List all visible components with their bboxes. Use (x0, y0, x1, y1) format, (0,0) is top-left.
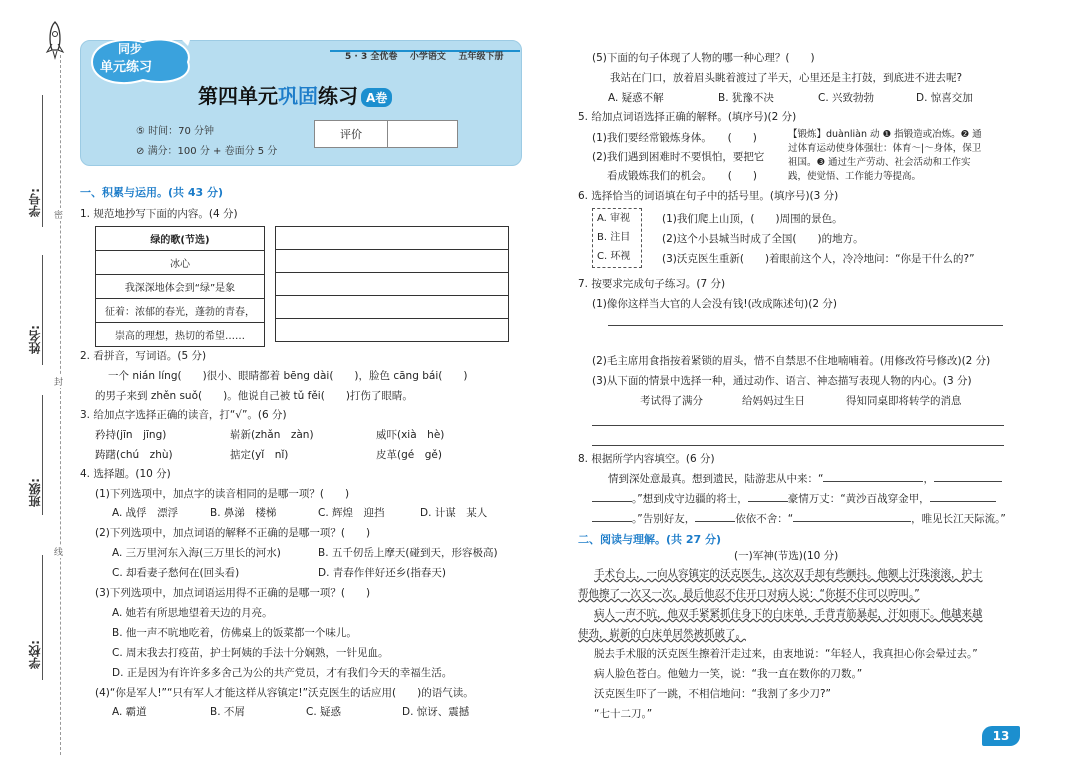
class-label: 班级: (28, 478, 42, 507)
option[interactable]: D. 惊讶、震撼 (402, 706, 470, 718)
reading-paragraph: 病人脸色苍白。他勉力一笑，说：“我一直在数你的刀数。” (594, 668, 863, 680)
sub-question: (2)我们遇到困难时不要惧怕，要把它 (592, 151, 765, 163)
pronunciation-item[interactable]: 崭新(zhǎn zàn) (230, 429, 314, 441)
evaluation-box (314, 120, 458, 148)
fill-sentence: (2)这个小县城当时成了全国( )的地方。 (662, 233, 864, 245)
option[interactable]: C. 辉煌 迎挡 (318, 507, 385, 519)
reading-paragraph: 帮他擦了一次又一次。最后他忍不住开口对病人说：“你挺不住可以哼叫。” (578, 588, 920, 600)
badge-line2: 单元练习 (100, 60, 153, 75)
pronunciation-item[interactable]: 皮革(gé gě) (376, 449, 442, 461)
fill-line: 。”想到戍守边疆的将士， 豪情万丈：“黄沙百战穿金甲， (592, 491, 996, 506)
pronunciation-item[interactable]: 矜持(jīn jīng) (95, 429, 167, 441)
cut-mark: 密 (54, 208, 63, 221)
reading-paragraph: 脱去手术服的沃克医生擦着汗走过来，由衷地说：“年轻人，我真担心你会晕过去。” (594, 648, 978, 660)
option[interactable]: D. 青春作伴好还乡(指春天) (318, 567, 446, 579)
subject-name: 小学语文 (409, 52, 446, 62)
student-id-label: 学号: (28, 188, 42, 217)
school-label: 学校: (28, 640, 42, 669)
word-bank (592, 208, 642, 268)
option[interactable]: A. 霸道 (112, 706, 147, 718)
name-field[interactable] (42, 255, 43, 365)
option[interactable]: D. 正是因为有许许多多舍己为公的共产党员，才有我们今天的幸福生活。 (112, 667, 453, 679)
option[interactable]: B. 不屑 (210, 706, 245, 718)
reading-paragraph: “七十二刀。” (594, 708, 653, 720)
full-score: ⊘ 满分：100 分 + 卷面分 5 分 (136, 146, 278, 157)
sub-question: (1)我们要经常锻炼身体。 ( ) (592, 132, 757, 144)
sub-question: (1)像你这样当大官的人会没有钱!(改成陈述句)(2 分) (592, 298, 837, 310)
evaluation-label: 评价 (315, 121, 388, 147)
page-title: 第四单元巩固练习 A卷 (198, 80, 392, 109)
option[interactable]: B. 他一声不吭地吃着，仿佛桌上的饭菜都一个味儿。 (112, 627, 357, 639)
section-heading: 二、阅读与理解。(共 27 分) (578, 533, 722, 546)
option[interactable]: A. 三万里河东入海(三万里长的河水) (112, 547, 281, 559)
reading-paragraph: 病人一声不吭，他双手紧紧抓住身下的白床单，手背青筋暴起，汗如雨下。他越来越 (594, 608, 983, 620)
option[interactable]: C. 兴致勃勃 (818, 92, 875, 104)
example-sentence: 我站在门口，放着眉头眺着渡过了半天，心里还是主打鼓，到底进不进去呢? (610, 72, 963, 84)
question-7-stem: 7. 按要求完成句子练习。(7 分) (578, 278, 726, 290)
student-id-field[interactable] (42, 95, 43, 227)
option[interactable]: B. 五千仞岳上摩天(碰到天，形容极高) (318, 547, 498, 559)
fill-sentence: (1)我们爬上山顶，( )周围的景色。 (662, 213, 843, 225)
question-1-stem: 1. 规范地抄写下面的内容。(4 分) (80, 208, 238, 220)
answer-line[interactable] (608, 325, 1003, 326)
option[interactable]: A. 疑惑不解 (608, 92, 664, 104)
poem-author: 冰心 (96, 251, 265, 275)
clock-icon: ⑤ (136, 126, 149, 137)
word-option: B. 注目 (597, 232, 631, 243)
pinyin-line: 的男子来到 zhěn suǒ( )。他说自己被 tǔ fěi( )打伤了眼睛。 (95, 390, 413, 402)
evaluation-field[interactable] (388, 121, 457, 147)
sub-question: 看成锻炼我们的机会。 ( ) (607, 170, 757, 182)
pronunciation-item[interactable]: 威吓(xià hè) (376, 429, 445, 441)
answer-line[interactable] (592, 425, 1004, 426)
fill-sentence: (3)沃克医生重新( )着眼前这个人，冷冷地问：“你是干什么的?” (662, 253, 975, 265)
option[interactable]: D. 惊喜交加 (916, 92, 973, 104)
option[interactable]: C. 周末我去打疫苗，护士阿姨的手法十分娴熟，一针见血。 (112, 647, 389, 659)
option[interactable]: B. 犹豫不决 (718, 92, 774, 104)
reading-paragraph: 沃克医生吓了一跳，不相信地问：“我割了多少刀?” (594, 688, 831, 700)
grade-name: 五年级下册 (458, 52, 504, 62)
sub-question: (1)下列选项中，加点字的读音相同的是哪一项？( ) (95, 488, 350, 500)
option[interactable]: A. 她若有所思地望着天边的月亮。 (112, 607, 273, 619)
sub-question: (4)“你是军人!”“只有军人才能这样从容镇定!”沃克医生的话应用( )的语气读。 (95, 687, 474, 699)
poem-title: 绿的歌(节选) (96, 227, 265, 251)
sub-question: (2)毛主席用食指按着紧锁的眉头，惜不自禁思不住地喃喃着。(用修改符号修改)(2 分) (592, 355, 991, 367)
reading-title: (一)军神(节选)(10 分) (734, 550, 839, 562)
option[interactable]: C. 疑惑 (306, 706, 342, 718)
question-6-stem: 6. 选择恰当的词语填在句子中的括号里。(填序号)(3 分) (578, 190, 839, 202)
poem-line: 崇高的理想，热切的希望…… (96, 323, 265, 347)
series-name: 5 · 3 全优卷 (345, 52, 398, 62)
question-5-stem: 5. 给加点词语选择正确的解释。(填序号)(2 分) (578, 111, 797, 123)
scene-option: 给妈妈过生日 (742, 395, 805, 407)
sub-question: (3)从下面的情景中选择一种，通过动作、语言、神态描写表现人物的内心。(3 分) (592, 375, 972, 387)
option[interactable]: A. 战俘 漂浮 (112, 507, 179, 519)
section-heading: 一、积累与运用。(共 43 分) (80, 186, 224, 199)
cut-line (60, 55, 61, 755)
copy-answer-box[interactable] (275, 226, 509, 342)
scene-option: 得知同桌即将转学的消息 (846, 395, 962, 407)
copy-source-table (95, 226, 265, 347)
time-limit: ⑤ 时间：70 分钟 (136, 126, 215, 137)
page-number: 13 (982, 726, 1020, 746)
option[interactable]: D. 计谋 某人 (420, 507, 488, 519)
pronunciation-item[interactable]: 踌躇(chú zhù) (95, 449, 173, 461)
answer-line[interactable] (592, 445, 1004, 446)
cut-mark: 线 (54, 545, 63, 558)
fill-line: 情到深处意最真。想到遗民，陆游悲从中来：“ ， (608, 471, 1002, 486)
question-3-stem: 3. 给加点字选择正确的读音，打“√”。(6 分) (80, 409, 287, 421)
dictionary-definition: 【锻炼】duànliàn 动 ❶ 指锻造或冶炼。❷ 通 过体育运动使身体强壮：体育～|～身体，保卫 祖国。❸ 通过生产劳动、社会活动和工作实 践，使觉悟、工作能力等提高。 (788, 129, 982, 182)
book-header (345, 49, 503, 62)
pinyin-line: 一个 nián líng( )很小、眼睛都着 bēng dài( )，脸色 cāng bái( ) (108, 370, 468, 382)
binding-strip (0, 0, 80, 763)
option[interactable]: C. 却看妻子愁何在(回头看) (112, 567, 240, 579)
sub-question: (5)下面的句子体现了人物的哪一种心理？( ) (592, 52, 815, 64)
reading-paragraph: 手术台上，一向从容镇定的沃克医生，这次双手却有些颤抖。他额上汗珠滚滚，护士 (594, 568, 983, 580)
scene-option: 考试得了满分 (640, 395, 703, 407)
question-2-stem: 2. 看拼音，写词语。(5 分) (80, 350, 207, 362)
pronunciation-item[interactable]: 掂定(yǐ nǐ) (230, 449, 289, 461)
poem-line: 征着：浓郁的春光，蓬勃的青春， (96, 299, 265, 323)
question-4-stem: 4. 选择题。(10 分) (80, 468, 171, 480)
school-field[interactable] (42, 555, 43, 680)
option[interactable]: B. 鼻涕 楼梯 (210, 507, 277, 519)
sub-question: (2)下列选项中，加点词语的解释不正确的是哪一项？( ) (95, 527, 371, 539)
question-8-stem: 8. 根据所学内容填空。(6 分) (578, 453, 715, 465)
reading-paragraph: 使劲，崭新的白床单居然被抓破了。 (578, 628, 746, 640)
badge-line1: 同步 (118, 42, 143, 56)
cut-mark: 封 (54, 375, 63, 388)
poem-line: 我深深地体会到“绿”是象 (96, 275, 265, 299)
sub-question: (3)下列选项中，加点词语运用得不正确的是哪一项？( ) (95, 587, 371, 599)
fill-line: 。”告别好友， 依依不舍：“ ，唯见长江天际流。” (592, 511, 1006, 526)
class-field[interactable] (42, 395, 43, 515)
name-label: 姓名: (28, 325, 42, 354)
rocket-icon (44, 20, 66, 60)
word-option: A. 审视 (597, 213, 631, 224)
paper-tag: A卷 (361, 88, 392, 107)
word-option: C. 环视 (597, 251, 631, 262)
check-circle-icon: ⊘ (136, 146, 148, 157)
